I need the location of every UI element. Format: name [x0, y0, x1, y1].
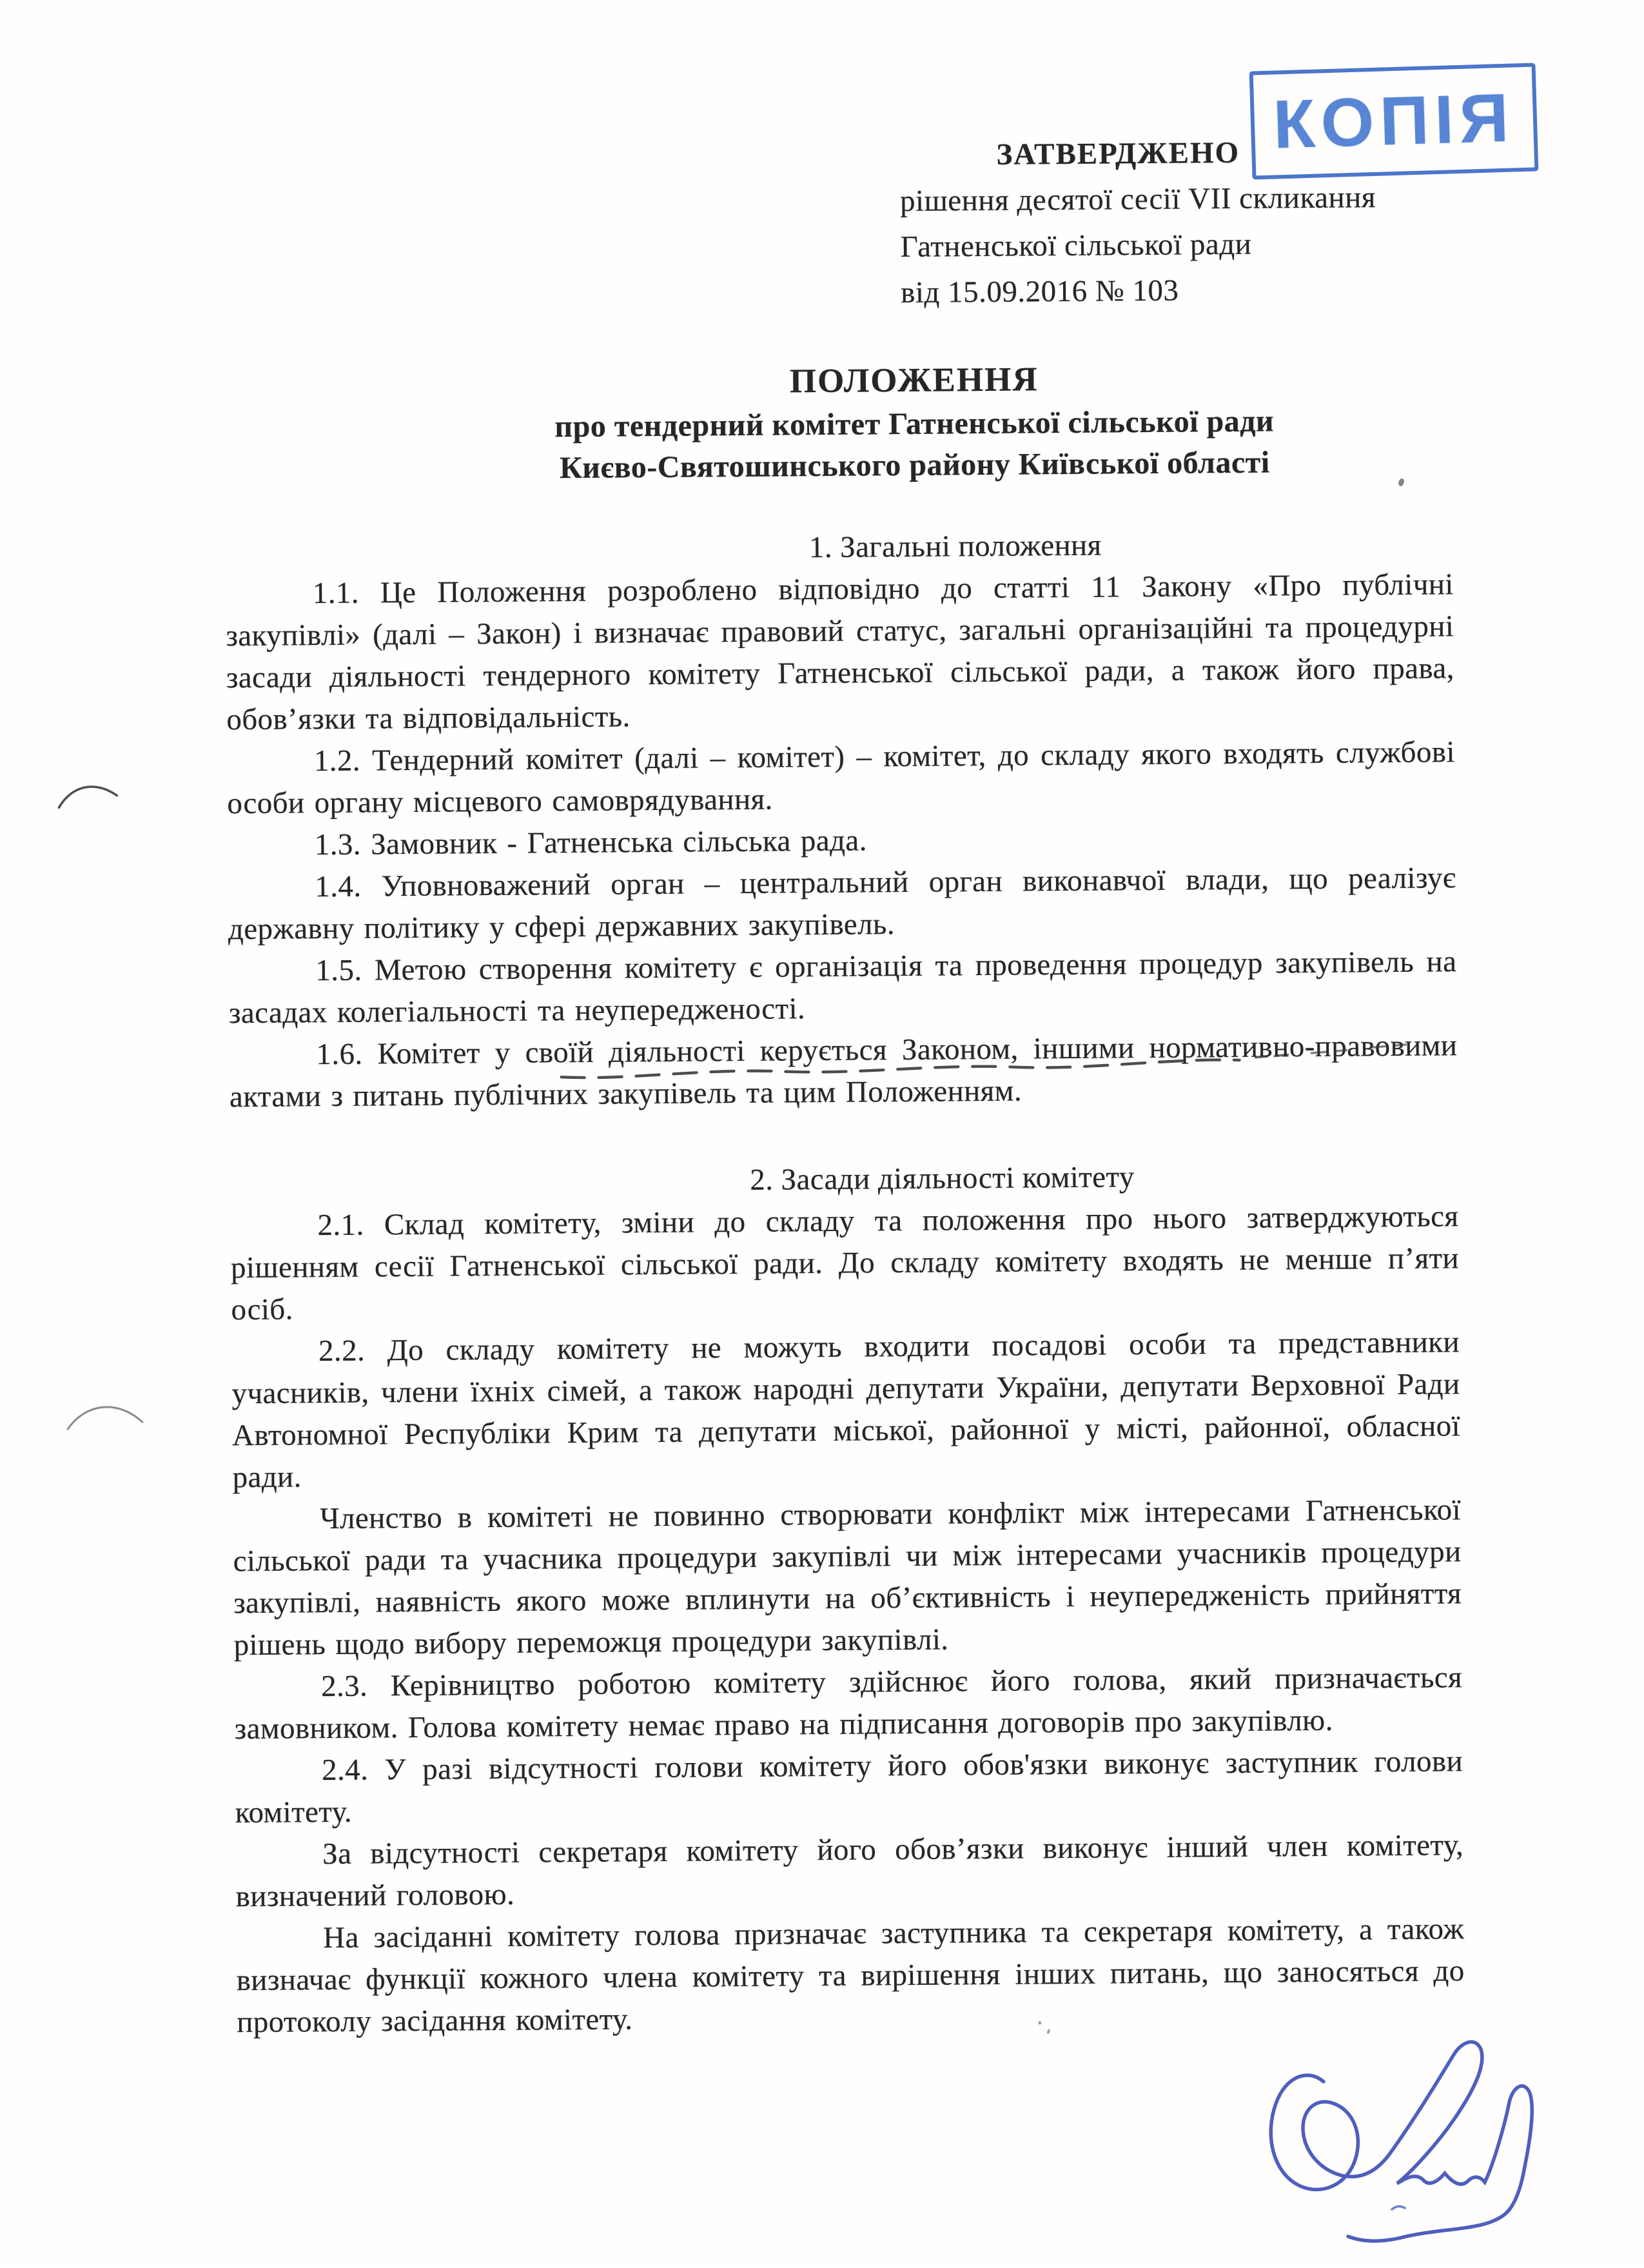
paragraph-2-4-meeting: На засіданні комітету голова призначає заступника та секретаря комітету, а також визначає функції кожного члена комітету та вирішення інших питань, що заносяться до протоколу засідання комітету. — [236, 1912, 1465, 2040]
paragraph-2-2: 2.2. До складу комітету не можуть входити посадові особи та представники учасників, члени їхніх сімей, а також народні депутати України, депутати Верховної Ради Автономної Республіки Крим та депутати міської, районної у місті, районної, обласної ради. — [231, 1325, 1461, 1495]
copy-stamp — [1249, 63, 1539, 179]
copy-stamp-label: КОПІЯ — [1272, 79, 1516, 163]
document-title-block — [300, 352, 1529, 491]
document-body — [225, 522, 1465, 2044]
scan-speck — [1038, 2021, 1041, 2024]
paragraph-2-2-membership: Членство в комітеті не повинно створювати конфлікт між інтересами Гатненської сільської ради та учасника процедури закупівлі чи між інтересами учасників процедури закупівлі, наявність якого може вплинути на об’єктивність і неупередженість прийняття рішень щодо вибору переможця процедури закупівлі. — [233, 1493, 1462, 1662]
paragraph-2-4: 2.4. У разі відсутності голови комітету його обов'язки виконує заступник голови комітету. — [235, 1744, 1463, 1830]
handwritten-signature — [1248, 2017, 1551, 2249]
paragraph-1-1: 1.1. Це Положення розроблено відповідно до статті 11 Закону «Про публічні закупівлі» (далі – Закон) і визначає правовий статус, загальні організаційні та процедурні засади діяльності тендерного комітету Гатненської сільської ради, а також його права, обов’язки та відповідальність. — [226, 567, 1454, 737]
document-subtitle-1: про тендерний комітет Гатненської сільської ради — [554, 404, 1275, 444]
pen-underline-mark — [556, 1047, 1297, 1083]
margin-arc-mark-2 — [65, 1396, 149, 1438]
approval-heading: ЗАТВЕРДЖЕНО — [996, 135, 1240, 172]
paragraph-1-6: 1.6. Комітет у своїй діяльності керується Законом, іншими нормативно-правовими актами з питань публічних закупівель та цим Положенням. — [229, 1029, 1458, 1114]
paragraph-1-4: 1.4. Уповноважений орган – центральний орган виконавчої влади, що реалізує державну політику у сфері державних закупівель. — [228, 861, 1456, 947]
paragraph-1-2: 1.2. Тендерний комітет (далі – комітет) – комітет, до складу якого входять службові особи органу місцевого самоврядування. — [227, 735, 1455, 821]
approval-line-2: Гатненської сільської ради — [900, 227, 1252, 264]
paragraph-2-3: 2.3. Керівництво роботою комітету здійснює його голова, який призначається замовником. Голова комітету немає право на підписання договорів про закупівлю. — [234, 1661, 1463, 1746]
approval-line-3: від 15.09.2016 № 103 — [900, 273, 1179, 310]
pen-underline-mark-2 — [1309, 1038, 1431, 1058]
paragraph-2-4-secretary: За відсутності секретаря комітету його обов’язки виконує інший член комітету, визначений головою. — [235, 1828, 1464, 1914]
section-1-heading: 1. Загальні положення — [808, 528, 1102, 565]
document-title: ПОЛОЖЕННЯ — [789, 360, 1039, 400]
section-2-heading: 2. Засади діяльності комітету — [750, 1160, 1135, 1197]
paragraph-2-1: 2.1. Склад комітету, зміни до складу та положення про нього затверджуються рішенням сесії Гатненської сільської ради. До складу комітету входять не менше п’яти осіб. — [230, 1199, 1460, 1327]
margin-arc-mark-1 — [55, 776, 126, 819]
document-subtitle-2: Києво-Святошинського району Київської області — [559, 445, 1270, 486]
paragraph-1-3: 1.3. Замовник - Гатненська сільська рада. — [314, 823, 867, 862]
paragraph-1-5: 1.5. Метою створення комітету є організація та проведення процедур закупівель на засадах колегіальності та неупередженості. — [228, 945, 1457, 1030]
approval-line-1: рішення десятої сесії VII скликання — [899, 181, 1376, 219]
